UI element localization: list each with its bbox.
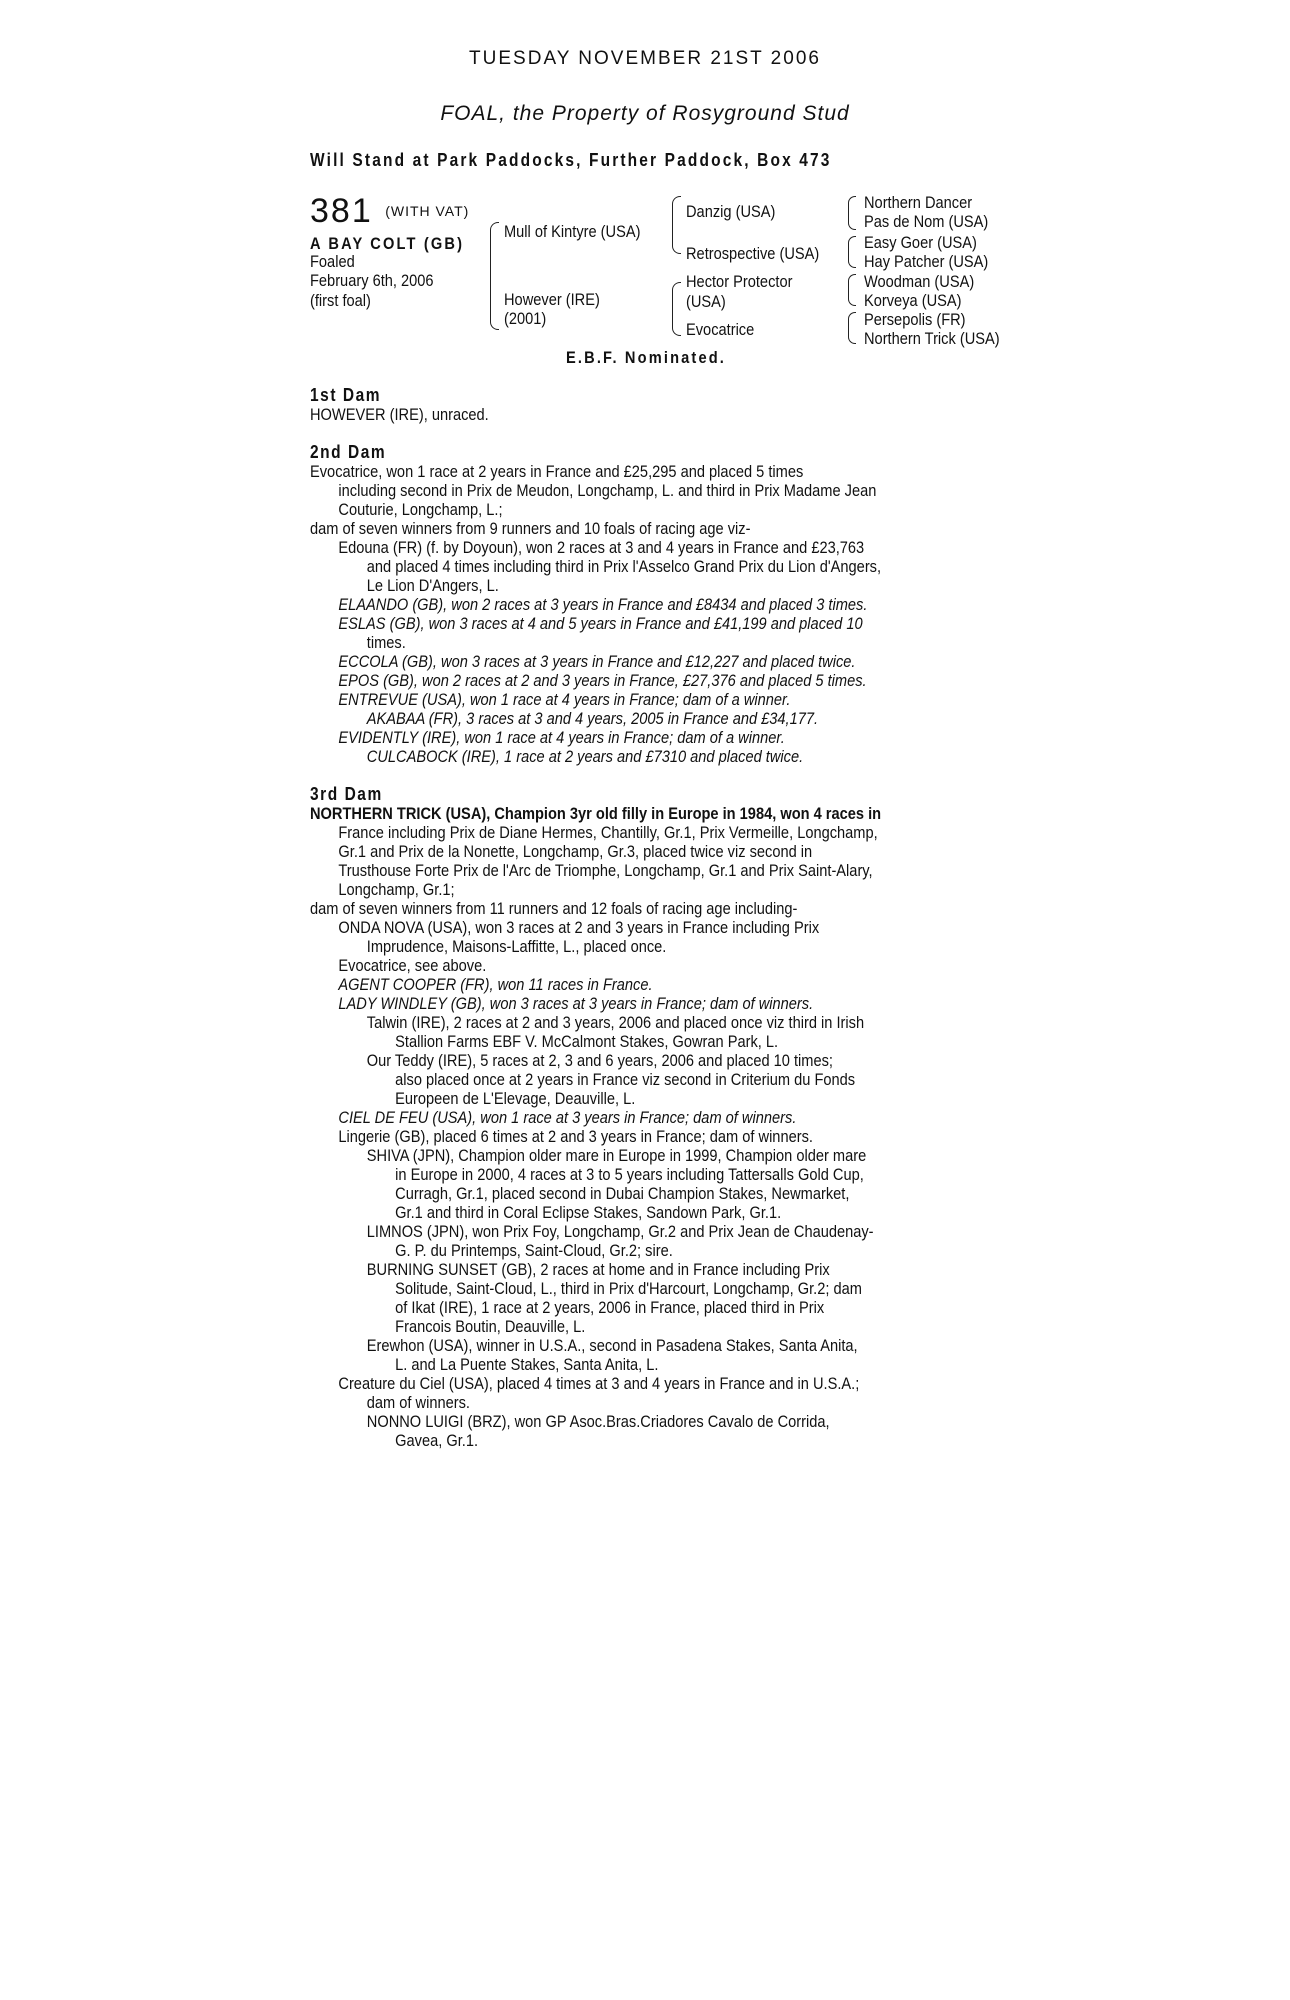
- produce-line: Creature du Ciel (USA), placed 4 times at 3 and 4 years in France and in U.S.A.;: [338, 1374, 860, 1393]
- third-dam-section: [310, 804, 980, 1450]
- lot-subtitle: FOAL, the Property of Rosyground Stud: [440, 102, 850, 125]
- produce-line: Solitude, Saint-Cloud, L., third in Prix d'Harcourt, Longchamp, Gr.2; dam: [395, 1279, 862, 1298]
- sd-sire: Easy Goer (USA): [864, 233, 977, 252]
- produce-line: CULCABOCK (IRE), 1 race at 2 years and £7310 and placed twice.: [366, 747, 804, 766]
- produce-summary: dam of seven winners from 11 runners and 12 foals of racing age including-: [310, 899, 798, 918]
- foal-note: (first foal): [310, 291, 371, 310]
- dd-sire: Persepolis (FR): [864, 310, 966, 329]
- produce-line: ECCOLA (GB), won 3 races at 3 years in France and £12,227 and placed twice.: [338, 652, 856, 671]
- produce-line: in Europe in 2000, 4 races at 3 to 5 years including Tattersalls Gold Cup,: [395, 1165, 864, 1184]
- produce-line: NONNO LUIGI (BRZ), won GP Asoc.Bras.Criadores Cavalo de Corrida,: [366, 1412, 830, 1431]
- produce-line: Stallion Farms EBF V. McCalmont Stakes, Gowran Park, L.: [395, 1032, 779, 1051]
- first-dam-text: [310, 405, 980, 424]
- produce-line: Europeen de L'Elevage, Deauville, L.: [395, 1089, 636, 1108]
- produce-line: Gavea, Gr.1.: [395, 1431, 479, 1450]
- produce-line: CIEL DE FEU (USA), won 1 race at 3 years in France; dam of winners.: [338, 1108, 797, 1127]
- first-dam-heading: 1st Dam: [310, 385, 382, 405]
- produce-line: BURNING SUNSET (GB), 2 races at home and in France including Prix: [366, 1260, 830, 1279]
- stand-location: Will Stand at Park Paddocks, Further Paddock, Box 473: [310, 150, 832, 170]
- produce-line: LADY WINDLEY (GB), won 3 races at 3 years in France; dam of winners.: [338, 994, 814, 1013]
- brace-ss: [848, 196, 856, 230]
- produce-line: Edouna (FR) (f. by Doyoun), won 2 races at 3 and 4 years in France and £23,763: [338, 538, 865, 557]
- produce-line: ENTREVUE (USA), won 1 race at 4 years in France; dam of a winner.: [338, 690, 791, 709]
- produce-line: Gr.1 and third in Coral Eclipse Stakes, Sandown Park, Gr.1.: [395, 1203, 782, 1222]
- foaled-label: Foaled: [310, 252, 355, 271]
- produce-line: LIMNOS (JPN), won Prix Foy, Longchamp, Gr.2 and Prix Jean de Chaudenay-: [366, 1222, 874, 1241]
- produce-line: Evocatrice, see above.: [338, 956, 487, 975]
- produce-summary: dam of seven winners from 9 runners and 10 foals of racing age viz-: [310, 519, 751, 538]
- ss-dam: Pas de Nom (USA): [864, 212, 989, 231]
- produce-line: AKABAA (FR), 3 races at 3 and 4 years, 2005 in France and £34,177.: [366, 709, 819, 728]
- produce-line: ONDA NOVA (USA), won 3 races at 2 and 3 years in France including Prix: [338, 918, 820, 937]
- dam-entry-line: NORTHERN TRICK (USA), Champion 3yr old filly in Europe in 1984, won 4 races in: [310, 804, 882, 823]
- ds-dam: Korveya (USA): [864, 291, 962, 310]
- dam-entry-line: Trusthouse Forte Prix de l'Arc de Triomphe, Longchamp, Gr.1 and Prix Saint-Alary,: [338, 861, 873, 880]
- pedigree-brace-gen1: [490, 222, 499, 330]
- produce-line: Le Lion D'Angers, L.: [366, 576, 499, 595]
- ss-sire: Northern Dancer: [864, 193, 973, 212]
- first-dam-line: HOWEVER (IRE), unraced.: [310, 405, 489, 424]
- produce-line: Lingerie (GB), placed 6 times at 2 and 3 years in France; dam of winners.: [338, 1127, 813, 1146]
- third-dam-heading: 3rd Dam: [310, 784, 383, 804]
- ds-sire: Woodman (USA): [864, 272, 975, 291]
- dam-line-1: However (IRE): [504, 290, 600, 309]
- produce-line: Erewhon (USA), winner in U.S.A., second in Pasadena Stakes, Santa Anita,: [366, 1336, 858, 1355]
- lot-name: A BAY COLT (GB): [310, 234, 465, 253]
- produce-line: SHIVA (JPN), Champion older mare in Europe in 1999, Champion older mare: [366, 1146, 867, 1165]
- produce-line: ELAANDO (GB), won 2 races at 3 years in France and £8434 and placed 3 times.: [338, 595, 868, 614]
- produce-line: Talwin (IRE), 2 races at 2 and 3 years, 2006 and placed once viz third in Irish: [366, 1013, 865, 1032]
- produce-line: Our Teddy (IRE), 5 races at 2, 3 and 6 years, 2006 and placed 10 times;: [366, 1051, 833, 1070]
- dam-entry-line: France including Prix de Diane Hermes, Chantilly, Gr.1, Prix Vermeille, Longchamp,: [338, 823, 878, 842]
- produce-line: also placed once at 2 years in France viz second in Criterium du Fonds: [395, 1070, 856, 1089]
- produce-line: EVIDENTLY (IRE), won 1 race at 4 years in France; dam of a winner.: [338, 728, 785, 747]
- dam-entry-line: Gr.1 and Prix de la Nonette, Longchamp, Gr.3, placed twice viz second in: [338, 842, 813, 861]
- produce-line: L. and La Puente Stakes, Santa Anita, L.: [395, 1355, 659, 1374]
- produce-line: times.: [366, 633, 406, 652]
- dam-entry-line: Longchamp, Gr.1;: [338, 880, 455, 899]
- produce-line: EPOS (GB), won 2 races at 2 and 3 years in France, £27,376 and placed 5 times.: [338, 671, 867, 690]
- produce-line: G. P. du Printemps, Saint-Cloud, Gr.2; sire.: [395, 1241, 673, 1260]
- produce-line: and placed 4 times including third in Prix l'Asselco Grand Prix du Lion d'Angers,: [366, 557, 882, 576]
- vat-note: (WITH VAT): [385, 203, 470, 219]
- produce-line: dam of winners.: [366, 1393, 470, 1412]
- brace-ds: [848, 274, 856, 306]
- sire-dam: Retrospective (USA): [686, 244, 820, 263]
- dam-entry-line: Couturie, Longchamp, L.;: [338, 500, 503, 519]
- produce-line: Curragh, Gr.1, placed second in Dubai Champion Stakes, Newmarket,: [395, 1184, 850, 1203]
- dam-line-2: (2001): [504, 309, 547, 328]
- dam-entry-line: Evocatrice, won 1 race at 2 years in France and £25,295 and placed 5 times: [310, 462, 804, 481]
- sale-date: TUESDAY NOVEMBER 21ST 2006: [469, 48, 821, 69]
- second-dam-section: [310, 462, 980, 766]
- dam-sire-line-1: Hector Protector: [686, 272, 793, 291]
- produce-line: of Ikat (IRE), 1 race at 2 years, 2006 in France, placed third in Prix: [395, 1298, 825, 1317]
- dd-dam: Northern Trick (USA): [864, 329, 1000, 348]
- produce-line: Francois Boutin, Deauville, L.: [395, 1317, 586, 1336]
- sd-dam: Hay Patcher (USA): [864, 252, 989, 271]
- dam-sire-line-2: (USA): [686, 292, 726, 311]
- pedigree-brace-dam: [672, 282, 681, 336]
- sire-sire: Danzig (USA): [686, 202, 776, 221]
- pedigree-brace-sire: [672, 196, 681, 254]
- lot-number: 381: [310, 192, 373, 230]
- produce-line: ESLAS (GB), won 3 races at 4 and 5 years in France and £41,199 and placed 10: [338, 614, 863, 633]
- dam-dam: Evocatrice: [686, 320, 755, 339]
- brace-dd: [848, 312, 856, 344]
- sire: Mull of Kintyre (USA): [504, 222, 641, 241]
- lot-header: [310, 192, 469, 231]
- produce-line: Imprudence, Maisons-Laffitte, L., placed once.: [366, 937, 667, 956]
- brace-sd: [848, 236, 856, 268]
- ebf-note: E.B.F. Nominated.: [566, 348, 727, 367]
- foaled-date: February 6th, 2006: [310, 271, 434, 290]
- second-dam-heading: 2nd Dam: [310, 442, 387, 462]
- dam-entry-line: including second in Prix de Meudon, Longchamp, L. and third in Prix Madame Jean: [338, 481, 877, 500]
- produce-line: AGENT COOPER (FR), won 11 races in France.: [338, 975, 653, 994]
